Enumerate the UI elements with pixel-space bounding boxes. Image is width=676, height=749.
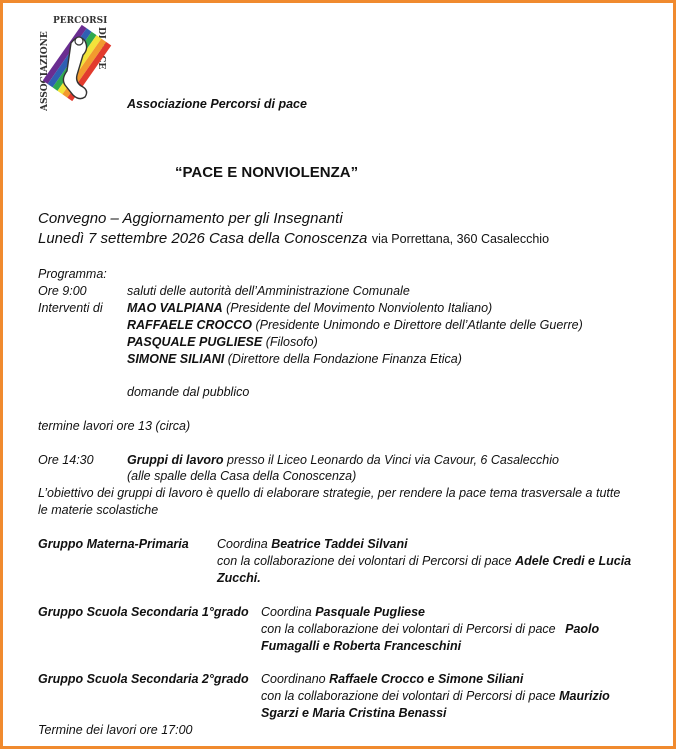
collab-names: Paolo (565, 622, 600, 636)
speakers-label: Interventi di (38, 301, 103, 315)
collab-names: Maurizio (559, 689, 610, 703)
speaker-role: (Presidente Unimondo e Direttore dell’Atlante delle Guerre) (255, 318, 583, 332)
objective-line-1: L’obiettivo dei gruppi di lavoro è quello di elaborare strategie, per rendere la pace tema trasversale a tutte (38, 486, 621, 500)
document-title: “PACE E NONVIOLENZA” (175, 164, 359, 181)
collab-prefix: con la collaborazione dei volontari di Percorsi di pace (261, 622, 556, 636)
collab-names-continued: Sgarzi e Maria Cristina Benassi (261, 706, 447, 720)
speaker-name: RAFFAELE CROCCO (127, 318, 252, 332)
workgroups-line (127, 453, 559, 467)
location-note: (alle spalle della Casa della Conoscenza) (127, 469, 357, 483)
program-greetings: saluti delle autorità dell’Amministrazione Comunale (127, 284, 410, 298)
coord-names: Pasquale Pugliese (315, 605, 425, 619)
speaker-role: (Direttore della Fondazione Finanza Etica) (227, 352, 462, 366)
speaker-role: (Presidente del Movimento Nonviolento Italiano) (226, 301, 493, 315)
group-collaboration (261, 689, 610, 703)
workgroups-title: Gruppi di lavoro (127, 453, 224, 467)
workgroups-location: presso il Liceo Leonardo da Vinci via Cavour, 6 Casalecchio (227, 453, 559, 467)
group-collaboration (217, 554, 631, 568)
group-name-secondary-2: Gruppo Scuola Secondaria 2°grado (38, 672, 249, 686)
peace-logo-icon (37, 13, 127, 111)
group-name-primary: Gruppo Materna-Primaria (38, 537, 189, 551)
group-coordinator (261, 672, 523, 686)
coord-prefix: Coordina (217, 537, 268, 551)
group-name-secondary-1: Gruppo Scuola Secondaria 1°grado (38, 605, 249, 619)
speaker-2 (127, 318, 583, 332)
program-label: Programma: (38, 267, 107, 281)
coord-names: Raffaele Crocco e Simone Siliani (329, 672, 524, 686)
event-line-1: Convegno – Aggiornamento per gli Insegnanti (38, 210, 343, 227)
speaker-4 (127, 352, 462, 366)
morning-end: termine lavori ore 13 (circa) (38, 419, 191, 433)
group-collaboration (261, 622, 599, 636)
association-logo (37, 13, 127, 111)
objective-line-2: le materie scolastiche (38, 503, 159, 517)
association-name: Associazione Percorsi di pace (127, 97, 307, 111)
questions-item: domande dal pubblico (127, 385, 250, 399)
speaker-3 (127, 335, 318, 349)
coord-prefix: Coordinano (261, 672, 326, 686)
group-coordinator (217, 537, 408, 551)
collab-names-continued: Fumagalli e Roberta Franceschini (261, 639, 462, 653)
event-address: via Porrettana, 360 Casalecchio (371, 232, 550, 246)
speaker-name: MAO VALPIANA (127, 301, 223, 315)
collab-prefix: con la collaborazione dei volontari di Percorsi di pace (217, 554, 512, 568)
group-coordinator (261, 605, 425, 619)
collab-prefix: con la collaborazione dei volontari di Percorsi di pace (261, 689, 556, 703)
event-line-2 (38, 230, 549, 248)
speaker-1 (127, 301, 492, 315)
coord-prefix: Coordina (261, 605, 312, 619)
coord-names: Beatrice Taddei Silvani (271, 537, 408, 551)
logo-top-text: PERCORSI (53, 16, 108, 26)
speaker-name: PASQUALE PUGLIESE (127, 335, 263, 349)
event-date-venue: Lunedì 7 settembre 2026 Casa della Conoscenza (38, 230, 368, 247)
closing-time: Termine dei lavori ore 17:00 (38, 723, 193, 737)
collab-names-continued: Zucchi. (217, 571, 261, 585)
speaker-name: SIMONE SILIANI (127, 352, 225, 366)
afternoon-time: Ore 14:30 (38, 453, 94, 467)
speaker-role: (Filosofo) (265, 335, 318, 349)
logo-left-text: ASSOCIAZIONE (40, 31, 50, 111)
program-time: Ore 9:00 (38, 284, 87, 298)
collab-names: Adele Credi e Lucia (515, 554, 632, 568)
